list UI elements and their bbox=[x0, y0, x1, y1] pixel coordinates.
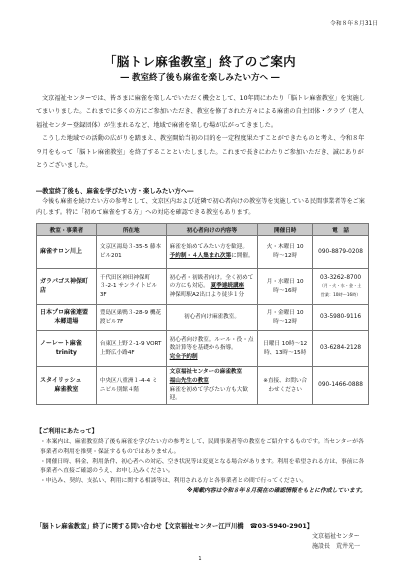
content-line: 神保町駅A2出口より徒歩１分 bbox=[169, 291, 245, 298]
classroom-name bbox=[37, 269, 97, 305]
content-emphasis: 予約制・４人集まれ次第 bbox=[169, 253, 232, 259]
content-line: 初心者向け教室。ルール・役・点数計算等を基礎から指導。 bbox=[169, 336, 254, 352]
header-phone: 電 話 bbox=[313, 224, 369, 236]
header-address: 所在地 bbox=[96, 224, 166, 236]
table-row bbox=[37, 367, 369, 405]
classroom-address: 文京区湯島３-35-5 藤本ビル201 bbox=[96, 236, 166, 269]
content-line: 初心者・初級者向け。全く初めての方にも対応。 bbox=[169, 274, 254, 290]
organization-block bbox=[312, 532, 360, 552]
classroom-schedule: 日曜日 10時〜12時、13時〜15時 bbox=[258, 331, 313, 367]
emphasis-note: ※掲載内容は令和８年８月現在の確認情報をもとに作成しています。 bbox=[186, 487, 366, 494]
classroom-address: 中央区八重洲１-4-4 ミニビル別館４階 bbox=[96, 367, 166, 405]
classroom-schedule: 火・木曜日 10時〜12時 bbox=[258, 236, 313, 269]
body-paragraph: 文京福祉センターでは、皆さまに麻雀を楽しんでいただく機会として、10年間にわたり「脳トレ麻雀教室」を実施してまいりました。これまでに多くの方にご参加いただき、教室を修了された方々による麻雀の自主団体・クラブ（老人福祉センター登録団体）が生まれるなど、地域で麻雀を楽しむ場が広がってきました。 bbox=[36, 95, 366, 129]
issue-date: 令和８年８月31日 bbox=[330, 21, 378, 27]
classroom-name-line2: 本郷道場 bbox=[54, 317, 79, 325]
table-row bbox=[37, 269, 369, 305]
classroom-phone: 03-6284-2128 bbox=[313, 331, 369, 367]
content-emphasis: 夏季連続講座 bbox=[210, 283, 245, 290]
phone-number: 03-3262-8700 bbox=[320, 274, 362, 281]
content-line: 麻雀を初めて学びたい方も大歓迎。 bbox=[169, 386, 248, 402]
classroom-phone: 090-8879-0208 bbox=[313, 236, 369, 269]
classroom-content: 初心者向け麻雀教室。 bbox=[166, 305, 258, 331]
classroom-name-line1: スタイリッシュ bbox=[40, 376, 82, 384]
header-content: 初心者向けの内容等 bbox=[166, 224, 258, 236]
classroom-name-line1: 日本プロ麻雀連盟 bbox=[40, 308, 89, 316]
content-emphasis: 完全予約制 bbox=[169, 353, 198, 360]
table-row bbox=[37, 236, 369, 269]
content-line: 文京福祉センターの麻雀教室 bbox=[169, 369, 243, 376]
body-paragraph: こうした地域での活動の広がりを踏まえ、教室開始当初の目的を一定程度果たすことができたものと考え、令和８年９月をもって「脳トレ麻雀教室」を終了することといたしました。これまで長きにわたりご参加いただき、誠にありがとうございました。 bbox=[36, 135, 365, 170]
content-line: 麻雀を始めてみたい方を歓迎。 bbox=[169, 244, 248, 251]
classroom-name bbox=[37, 367, 97, 405]
classroom-content bbox=[166, 367, 258, 405]
classroom-name-line1: ノーレート麻雀 bbox=[40, 339, 82, 347]
contact-info: 「脳トレ麻雀教室」終了に関する問い合わせ【文京福祉センター江戸川橋 ☎03-5940-2901】 bbox=[36, 523, 314, 530]
organization-name: 文京福祉センター bbox=[311, 533, 360, 540]
classroom-schedule: ※直接、お問い合わせください bbox=[258, 367, 313, 405]
intro-text bbox=[36, 197, 366, 219]
classroom-phone: 03-5980-9116 bbox=[313, 305, 369, 331]
classroom-address: 豊島区巣鴨３-28-9 機花渡ビル7F bbox=[96, 305, 166, 331]
document-subtitle: ― 教室終了後も麻雀を楽しみたい方へ ― bbox=[120, 73, 280, 83]
classroom-content bbox=[166, 331, 258, 367]
notes-heading: 【ご利用にあたって】 bbox=[36, 428, 98, 435]
director-name: 施設長 荒井光一 bbox=[311, 543, 360, 550]
notes-list bbox=[40, 438, 366, 497]
table-row bbox=[37, 331, 369, 367]
header-classroom: 教室・事業者 bbox=[37, 224, 97, 236]
content-line: に開催。 bbox=[231, 253, 254, 259]
content-emphasis: 福山先生の教室 bbox=[169, 377, 209, 384]
classroom-schedule: 月・金曜日 10時〜12時 bbox=[258, 305, 313, 331]
classroom-name bbox=[37, 331, 97, 367]
note-item: ・本案内は、麻雀教室終了後も麻雀を学びたい方の参考として、民間事業者等の教室をご紹介するものです。当センターが各事業者の利用を推奨・保証するものではありません。 bbox=[40, 439, 364, 455]
note-item: ・開催日時、料金、利用条件、初心者への対応、空き状況等は変更となる場合があります。利用を希望される方は、事前に各事業者へ直接ご確認のうえ、お申し込みください。 bbox=[40, 458, 365, 475]
phone-note: （月・火・水・金・土 営業：10時〜16時） bbox=[319, 283, 366, 297]
document-title: 「脳トレ麻雀教室」終了のご案内 bbox=[103, 54, 296, 69]
classroom-name-line1: ガラパゴス神保町店 bbox=[40, 277, 89, 294]
classroom-content bbox=[166, 269, 258, 305]
classroom-name bbox=[37, 305, 97, 331]
classroom-phone bbox=[313, 269, 369, 305]
table-row bbox=[37, 305, 369, 331]
note-item: ・申込み、契約、支払い、利用に関する相談等は、利用される方と各事業者との間で行ってください。 bbox=[40, 478, 308, 485]
body-text bbox=[36, 92, 366, 172]
header-schedule: 開催日時 bbox=[258, 224, 313, 236]
table-header-row bbox=[37, 224, 369, 236]
classroom-phone: 090-1466-0888 bbox=[313, 367, 369, 405]
classroom-content bbox=[166, 236, 258, 269]
classroom-address: 台東区上野２-1-9 VORT上野広小路4F bbox=[96, 331, 166, 367]
section-title: ―教室終了後も、麻雀を学びたい方・楽しみたい方へ― bbox=[36, 188, 194, 195]
classroom-name-line2: trinity bbox=[55, 348, 77, 356]
classroom-address: 千代田区神田神保町３-2-1 サンライトビル3F bbox=[96, 269, 166, 305]
classroom-table bbox=[36, 223, 369, 405]
classroom-schedule: 月・水曜日 10時〜16時 bbox=[258, 269, 313, 305]
classroom-name-line2: 麻雀教室 bbox=[54, 385, 79, 393]
classroom-name bbox=[37, 236, 97, 269]
classroom-name-line1: 麻雀サロン川上 bbox=[40, 247, 83, 255]
intro-paragraph: 今後も麻雀を続けたい方の参考として、文京区内および近隣で初心者向けの教室等を実施している民間事業者等をご案内します。特に「初めて麻雀をする方」への対応を確認できる教室もあります。 bbox=[36, 198, 365, 216]
page-number: 1 bbox=[198, 556, 202, 562]
